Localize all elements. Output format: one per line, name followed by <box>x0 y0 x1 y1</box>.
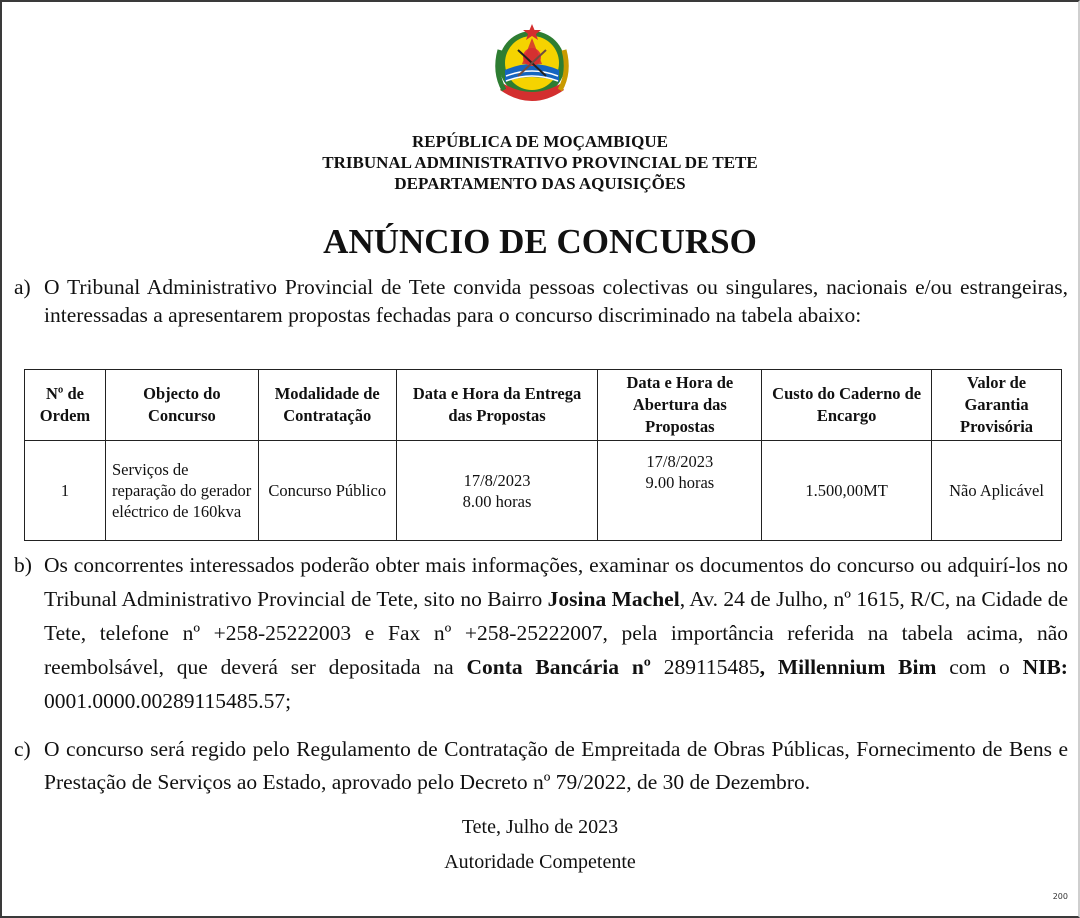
cell-garantia: Não Aplicável <box>932 441 1062 541</box>
table-row <box>25 441 1062 541</box>
col-header-ordem: Nº de Ordem <box>25 370 106 441</box>
paragraph-c-label: c) <box>14 737 31 761</box>
paragraph-a-text: O Tribunal Administrativo Provincial de Tete convida pessoas colectivas ou singulares, nacionais e/ou estrangeiras, interessadas a apresentarem propostas fechadas para o concurso discriminado na tabela abaixo: <box>44 275 1068 327</box>
institution-header <box>0 131 1080 194</box>
paragraph-c-text: O concurso será regido pelo Regulamento de Contratação de Empreitada de Obras Públicas, Fornecimento de Bens e Prestação de Serviços ao Estado, aprovado pelo Decreto nº 79/2022, de 30 de Dezembro. <box>44 737 1068 794</box>
tender-table <box>24 369 1062 541</box>
cell-ordem: 1 <box>25 441 106 541</box>
col-header-garantia: Valor de Garantia Provisória <box>932 370 1062 441</box>
page-number: 200 <box>1052 892 1068 901</box>
paragraph-a-label: a) <box>14 275 31 299</box>
abertura-hora: 9.00 horas <box>645 473 715 492</box>
cell-abertura <box>598 441 762 541</box>
paragraph-b-part: com o <box>936 655 1023 679</box>
nib-label: NIB: <box>1022 655 1068 679</box>
col-header-custo: Custo do Caderno de Encargo <box>762 370 932 441</box>
place-date: Tete, Julho de 2023 <box>461 816 619 838</box>
header-tribunal: TRIBUNAL ADMINISTRATIVO PROVINCIAL DE TETE <box>322 153 758 172</box>
entrega-hora: 8.00 horas <box>462 491 532 511</box>
paragraph-b-text <box>44 548 1068 718</box>
abertura-data: 17/8/2023 <box>646 452 714 471</box>
col-header-entrega: Data e Hora da Entrega das Propostas <box>396 370 598 441</box>
bank-account-label: Conta Bancária nº <box>466 655 651 679</box>
page-title: ANÚNCIO DE CONCURSO <box>323 222 757 261</box>
authority: Autoridade Competente <box>444 851 636 873</box>
paragraph-b-part: , Av. 24 de Julho, nº 1615, R/C, na Cidade de Tete, telefone nº +258-25222003 e Fax nº +258-25222007, pela importância referida na tabela acima, não reembolsável, que deverá ser depositada na <box>44 587 1068 679</box>
col-header-objecto: Objecto do Concurso <box>105 370 258 441</box>
nib-number: 0001.0000.00289115485.57; <box>44 689 292 713</box>
bank-name: , Millennium Bim <box>759 655 937 679</box>
paragraph-b-part: Os concorrentes interessados poderão obter mais informações, examinar os documentos do concurso ou adquirí-los no Tribunal Administrativo Provincial de Tete, sito no Bairro <box>44 553 1068 611</box>
header-country: REPÚBLICA DE MOÇAMBIQUE <box>412 132 668 151</box>
bank-account-number: 289115485 <box>650 655 760 679</box>
cell-entrega <box>396 441 598 541</box>
entrega-data: 17/8/2023 <box>463 470 531 490</box>
paragraph-c <box>14 733 1068 799</box>
cell-modalidade: Concurso Público <box>258 441 396 541</box>
paragraph-a <box>14 273 1068 329</box>
mozambique-coat-of-arms-icon <box>488 20 576 110</box>
table-header-row <box>25 370 1062 441</box>
paragraph-b <box>14 548 1068 718</box>
col-header-modalidade: Modalidade de Contratação <box>258 370 396 441</box>
col-header-abertura: Data e Hora de Abertura das Propostas <box>598 370 762 441</box>
paragraph-b-label: b) <box>14 553 32 577</box>
bairro-name: Josina Machel <box>547 587 680 611</box>
cell-custo: 1.500,00MT <box>762 441 932 541</box>
header-department: DEPARTAMENTO DAS AQUISIÇÕES <box>394 174 686 193</box>
cell-objecto: Serviços de reparação do gerador eléctrico de 160kva <box>105 441 258 541</box>
